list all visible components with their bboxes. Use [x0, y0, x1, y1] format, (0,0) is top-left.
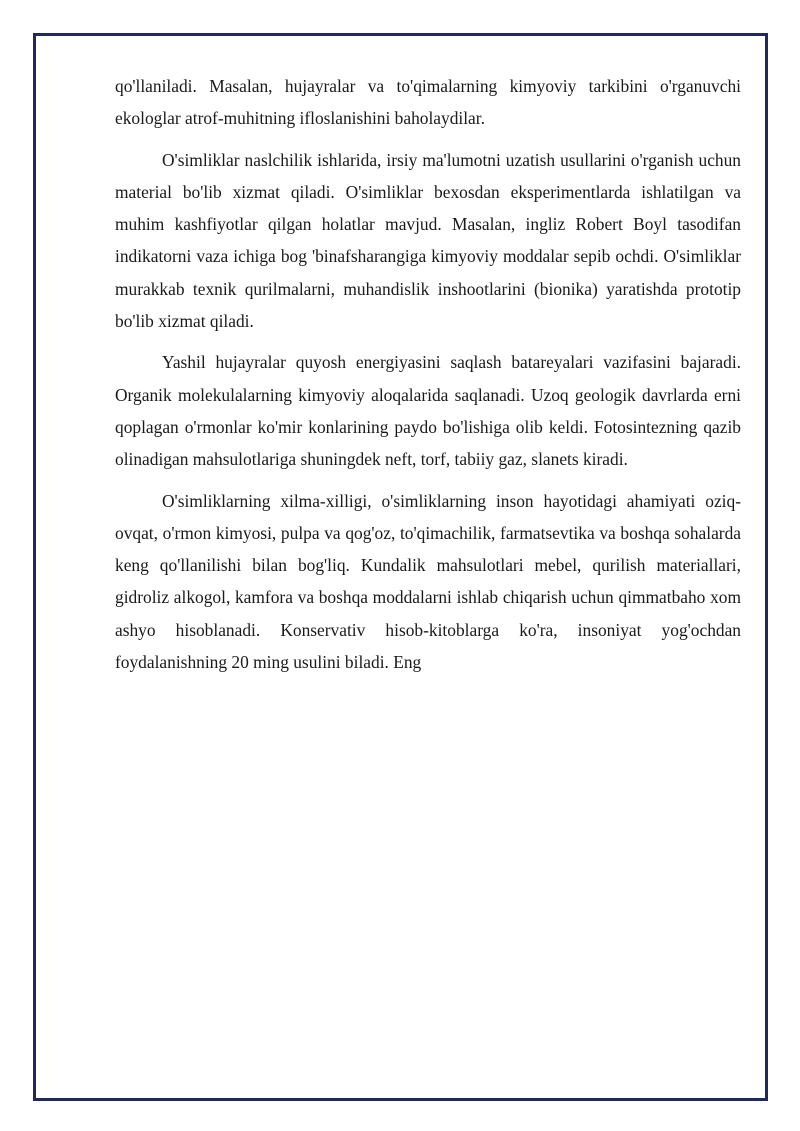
paragraph-plant-diversity: O'simliklarning xilma-xilligi, o'simliklarning inson hayotidagi ahamiyati oziq-ovqat, o'rmon kimyosi, pulpa va qog'oz, to'qimachilik, farmatsevtika va boshqa sohalarda keng qo'llanilishi bilan bog'liq. Kundalik mahsulotlari mebel, qurilish materiallari, gidroliz alkogol, kamfora va boshqa moddalarni ishlab chiqarish uchun qimmatbaho xom ashyo hisoblanadi. Konservativ hisob-kitoblarga ko'ra, insoniyat yog'ochdan foydalanishning 20 ming usulini biladi. Eng — [115, 490, 741, 673]
document-body — [115, 70, 741, 687]
paragraph-continued: qo'llaniladi. Masalan, hujayralar va to'qimalarning kimyoviy tarkibini o'rganuvchi ekologlar atrof-muhitning ifloslanishini baholaydilar. — [115, 76, 741, 129]
paragraph-plant-breeding: O'simliklar naslchilik ishlarida, irsiy ma'lumotni uzatish usullarini o'rganish uchun material bo'lib xizmat qiladi. O'simliklar bexosdan eksperimentlarda ishlatilgan va muhim kashfiyotlar qilgan holatlar mavjud. Masalan, ingliz Robert Boyl tasodifan indikatorni vaza ichiga bog 'binafsharangiga kimyoviy moddalar sepib ochdi. O'simliklar murakkab texnik qurilmalarni, muhandislik inshootlarini (bionika) yaratishda prototip bo'lib xizmat qiladi. — [115, 149, 741, 332]
paragraph-green-cells: Yashil hujayralar quyosh energiyasini saqlash batareyalari vazifasini bajaradi. Organik molekulalarning kimyoviy aloqalarida saqlanadi. Uzoq geologik davrlarda erni qoplagan o'rmonlar ko'mir konlarining paydo bo'lishiga olib keldi. Fotosintezning qazib olinadigan mahsulotlariga shuningdek neft, torf, tabiiy gaz, slanets kiradi. — [115, 352, 741, 470]
